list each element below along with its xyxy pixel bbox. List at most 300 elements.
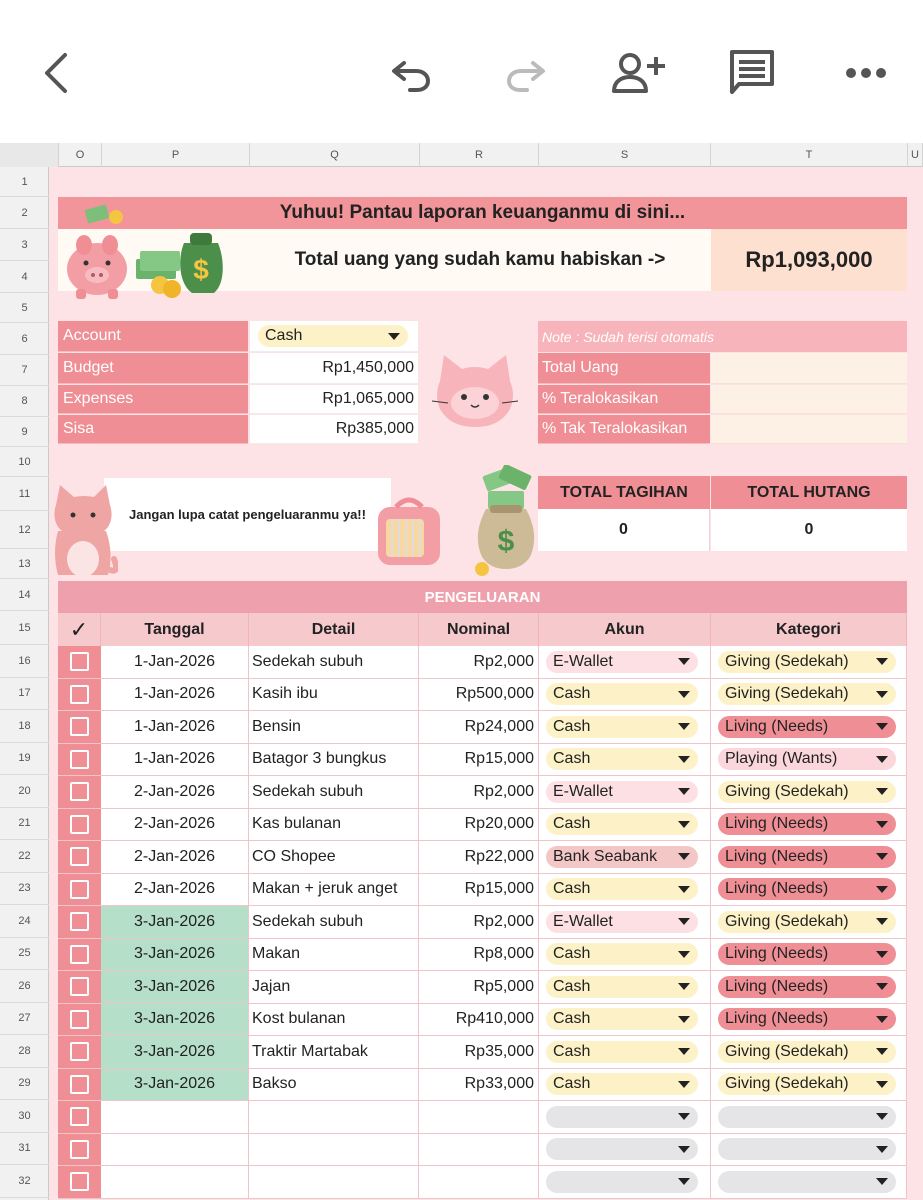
akun-header: Akun: [539, 613, 711, 646]
kategori-dropdown[interactable]: [718, 1138, 896, 1160]
kategori-cell[interactable]: [711, 1101, 907, 1134]
akun-value: Bank Seabank: [553, 847, 658, 865]
total-tagihan-value[interactable]: 0: [538, 509, 710, 551]
back-icon: [37, 51, 77, 95]
kategori-value: Playing (Wants): [725, 750, 838, 768]
nominal-header: Nominal: [419, 613, 539, 646]
table-row: [58, 646, 907, 679]
chevron-down-icon: [876, 1048, 888, 1055]
row-header[interactable]: 3: [0, 229, 49, 261]
tanggal-cell[interactable]: 3-Jan-2026: [101, 971, 249, 1004]
teralokasikan-label: % Teralokasikan: [538, 385, 710, 414]
row-checkbox-cell[interactable]: [58, 874, 101, 907]
table-row: [58, 971, 907, 1004]
table-row: [58, 776, 907, 809]
budget-label: Budget: [58, 353, 248, 384]
row-checkbox-cell[interactable]: [58, 776, 101, 809]
akun-dropdown[interactable]: [546, 846, 698, 868]
row-header[interactable]: 31: [0, 1133, 49, 1166]
row-checkbox[interactable]: [70, 912, 89, 931]
detail-cell[interactable]: Batagor 3 bungkus: [249, 744, 419, 777]
chevron-down-icon: [678, 1146, 690, 1153]
row-header[interactable]: 14: [0, 579, 49, 611]
detail-cell[interactable]: Jajan: [249, 971, 419, 1004]
kategori-dropdown[interactable]: [718, 1073, 896, 1095]
akun-cell[interactable]: [539, 1166, 711, 1199]
akun-cell[interactable]: [539, 841, 711, 874]
teralokasikan-value[interactable]: [711, 385, 907, 414]
row-checkbox[interactable]: [70, 685, 89, 704]
kategori-cell[interactable]: [711, 1134, 907, 1167]
kategori-cell[interactable]: [711, 809, 907, 842]
detail-cell[interactable]: Kost bulanan: [249, 1004, 419, 1037]
row-header[interactable]: 25: [0, 938, 49, 971]
kategori-dropdown[interactable]: [718, 748, 896, 770]
table-row: [58, 906, 907, 939]
kategori-cell[interactable]: [711, 711, 907, 744]
column-header[interactable]: T: [711, 143, 908, 167]
redo-button[interactable]: [495, 45, 555, 101]
row-header[interactable]: 2: [0, 197, 49, 229]
tanggal-cell[interactable]: [101, 1166, 249, 1199]
total-hutang-label: TOTAL HUTANG: [711, 476, 907, 509]
kategori-header: Kategori: [711, 613, 907, 646]
account-select-cell[interactable]: [250, 321, 418, 352]
kategori-cell[interactable]: [711, 679, 907, 712]
comment-button[interactable]: [722, 45, 782, 101]
nominal-cell[interactable]: Rp33,000: [419, 1069, 539, 1102]
akun-value: Cash: [553, 717, 591, 735]
banner-title: Yuhuu! Pantau laporan keuanganmu di sini...: [58, 197, 907, 229]
akun-cell[interactable]: [539, 1004, 711, 1037]
table-row: [58, 939, 907, 972]
row-checkbox-cell[interactable]: [58, 1036, 101, 1069]
nominal-cell[interactable]: Rp500,000: [419, 679, 539, 712]
detail-cell[interactable]: Makan + jeruk anget: [249, 874, 419, 907]
row-checkbox[interactable]: [70, 815, 89, 834]
akun-dropdown[interactable]: [546, 1008, 698, 1030]
table-row: [58, 809, 907, 842]
account-select-value: Cash: [265, 327, 303, 344]
table-row: [58, 841, 907, 874]
nominal-cell[interactable]: Rp15,000: [419, 744, 539, 777]
kategori-dropdown[interactable]: [718, 976, 896, 998]
total-spent-label: Total uang yang sudah kamu habiskan ->: [294, 249, 666, 270]
share-button[interactable]: [608, 45, 668, 101]
akun-dropdown[interactable]: [546, 781, 698, 803]
kategori-dropdown[interactable]: [718, 1041, 896, 1063]
kategori-cell[interactable]: [711, 646, 907, 679]
row-header[interactable]: 5: [0, 293, 49, 323]
kategori-cell[interactable]: [711, 841, 907, 874]
row-header[interactable]: 20: [0, 775, 49, 808]
spreadsheet-grid: [0, 143, 923, 1200]
detail-cell[interactable]: Sedekah subuh: [249, 776, 419, 809]
chevron-down-icon: [678, 1081, 690, 1088]
akun-dropdown[interactable]: [546, 943, 698, 965]
column-header[interactable]: S: [539, 143, 711, 167]
row-header[interactable]: 19: [0, 743, 49, 776]
pengeluaran-title: PENGELUARAN: [58, 581, 907, 613]
detail-cell[interactable]: Kas bulanan: [249, 809, 419, 842]
table-row: [58, 1004, 907, 1037]
select-all-corner[interactable]: [0, 143, 59, 167]
akun-dropdown[interactable]: [546, 683, 698, 705]
tanggal-cell[interactable]: 3-Jan-2026: [101, 1069, 249, 1102]
tanggal-cell[interactable]: 1-Jan-2026: [101, 744, 249, 777]
row-header[interactable]: 30: [0, 1100, 49, 1133]
akun-cell[interactable]: [539, 939, 711, 972]
row-header[interactable]: 7: [0, 355, 49, 386]
row-checkbox-cell[interactable]: [58, 1166, 101, 1199]
chevron-down-icon: [678, 691, 690, 698]
akun-cell[interactable]: [539, 971, 711, 1004]
table-row: [58, 1036, 907, 1069]
chevron-down-icon: [678, 788, 690, 795]
kategori-dropdown[interactable]: [718, 683, 896, 705]
row-header[interactable]: 29: [0, 1068, 49, 1101]
akun-dropdown[interactable]: [546, 1106, 698, 1128]
akun-value: Cash: [553, 685, 591, 703]
tanggal-cell[interactable]: 1-Jan-2026: [101, 711, 249, 744]
column-header[interactable]: U: [908, 143, 923, 167]
row-checkbox[interactable]: [70, 977, 89, 996]
tanggal-cell[interactable]: 1-Jan-2026: [101, 679, 249, 712]
akun-value: Cash: [553, 750, 591, 768]
table-row: [58, 1134, 907, 1167]
kategori-value: Living (Needs): [725, 717, 829, 735]
column-header[interactable]: O: [59, 143, 102, 167]
nominal-cell[interactable]: Rp15,000: [419, 874, 539, 907]
akun-cell[interactable]: [539, 906, 711, 939]
column-header[interactable]: P: [102, 143, 250, 167]
row-header[interactable]: 1: [0, 167, 49, 197]
chevron-down-icon: [876, 1081, 888, 1088]
kategori-cell[interactable]: [711, 1004, 907, 1037]
chevron-down-icon: [876, 1178, 888, 1185]
akun-cell[interactable]: [539, 1101, 711, 1134]
nominal-cell[interactable]: Rp2,000: [419, 906, 539, 939]
chevron-down-icon: [678, 658, 690, 665]
row-checkbox[interactable]: [70, 1075, 89, 1094]
akun-dropdown[interactable]: [546, 748, 698, 770]
tanggal-cell[interactable]: 2-Jan-2026: [101, 776, 249, 809]
note-banner: Note : Sudah terisi otomatis: [538, 321, 907, 352]
row-checkbox[interactable]: [70, 1010, 89, 1029]
row-header[interactable]: 4: [0, 261, 49, 293]
chevron-down-icon: [678, 853, 690, 860]
nominal-cell[interactable]: Rp2,000: [419, 776, 539, 809]
back-button[interactable]: [27, 45, 87, 101]
chevron-down-icon: [876, 821, 888, 828]
row-header[interactable]: 15: [0, 611, 49, 645]
row-header[interactable]: 11: [0, 477, 49, 511]
kategori-cell[interactable]: [711, 1036, 907, 1069]
row-checkbox-cell[interactable]: [58, 809, 101, 842]
row-header[interactable]: 16: [0, 645, 49, 678]
nominal-cell[interactable]: Rp8,000: [419, 939, 539, 972]
akun-cell[interactable]: [539, 1134, 711, 1167]
kategori-value: Living (Needs): [725, 847, 829, 865]
row-header[interactable]: 18: [0, 710, 49, 743]
column-header[interactable]: Q: [250, 143, 420, 167]
piggy-bank-icon: [64, 205, 134, 301]
kategori-dropdown[interactable]: [718, 781, 896, 803]
detail-cell[interactable]: Sedekah subuh: [249, 646, 419, 679]
kategori-dropdown[interactable]: [718, 813, 896, 835]
akun-dropdown[interactable]: [546, 1041, 698, 1063]
tanggal-cell[interactable]: 3-Jan-2026: [101, 1036, 249, 1069]
table-row: [58, 744, 907, 777]
akun-value: E-Wallet: [553, 782, 613, 800]
row-checkbox[interactable]: [70, 1107, 89, 1126]
money-bag-icon: [134, 223, 226, 301]
detail-cell[interactable]: Bensin: [249, 711, 419, 744]
money-sack-icon: [470, 465, 542, 577]
comment-icon: [727, 48, 777, 98]
akun-value: E-Wallet: [553, 652, 613, 670]
row-header-bar: [0, 167, 49, 1200]
row-header[interactable]: 28: [0, 1035, 49, 1068]
kategori-value: Giving (Sedekah): [725, 912, 849, 930]
sisa-label: Sisa: [58, 415, 248, 444]
detail-header: Detail: [249, 613, 419, 646]
total-uang-value[interactable]: [711, 353, 907, 384]
detail-cell[interactable]: [249, 1101, 419, 1134]
column-header-bar: [0, 143, 923, 167]
kategori-dropdown[interactable]: [718, 943, 896, 965]
sitting-cat-icon: [48, 483, 118, 581]
akun-cell[interactable]: [539, 1069, 711, 1102]
kategori-dropdown[interactable]: [718, 1008, 896, 1030]
row-header[interactable]: 27: [0, 1003, 49, 1036]
chevron-down-icon: [876, 1016, 888, 1023]
tanggal-cell[interactable]: 2-Jan-2026: [101, 841, 249, 874]
detail-cell[interactable]: Bakso: [249, 1069, 419, 1102]
row-checkbox[interactable]: [70, 1042, 89, 1061]
row-header[interactable]: 24: [0, 905, 49, 938]
table-row: [58, 679, 907, 712]
kategori-value: Giving (Sedekah): [725, 685, 849, 703]
row-header[interactable]: 21: [0, 808, 49, 841]
add-person-icon: [610, 51, 666, 95]
akun-dropdown[interactable]: [546, 1138, 698, 1160]
row-checkbox[interactable]: [70, 782, 89, 801]
row-checkbox-cell[interactable]: [58, 711, 101, 744]
kategori-cell[interactable]: [711, 1166, 907, 1199]
row-checkbox-cell[interactable]: [58, 1069, 101, 1102]
akun-cell[interactable]: [539, 711, 711, 744]
detail-cell[interactable]: [249, 1166, 419, 1199]
table-row: [58, 1101, 907, 1134]
akun-dropdown[interactable]: [546, 878, 698, 900]
row-checkbox-cell[interactable]: [58, 971, 101, 1004]
nominal-cell[interactable]: Rp22,000: [419, 841, 539, 874]
nominal-cell[interactable]: [419, 1166, 539, 1199]
row-checkbox-cell[interactable]: [58, 679, 101, 712]
row-checkbox-cell[interactable]: [58, 1101, 101, 1134]
akun-value: Cash: [553, 815, 591, 833]
row-header[interactable]: 22: [0, 840, 49, 873]
kategori-dropdown[interactable]: [718, 911, 896, 933]
total-spent-value[interactable]: Rp1,093,000: [711, 229, 907, 291]
cat-face-icon: [430, 351, 520, 431]
tanggal-cell[interactable]: 1-Jan-2026: [101, 646, 249, 679]
akun-dropdown[interactable]: [546, 1171, 698, 1193]
kategori-value: Living (Needs): [725, 880, 829, 898]
row-checkbox-cell[interactable]: [58, 1004, 101, 1037]
chevron-down-icon: [876, 691, 888, 698]
detail-cell[interactable]: CO Shopee: [249, 841, 419, 874]
row-header[interactable]: 26: [0, 970, 49, 1003]
nominal-cell[interactable]: [419, 1134, 539, 1167]
akun-value: E-Wallet: [553, 912, 613, 930]
tanggal-header: Tanggal: [101, 613, 249, 646]
akun-cell[interactable]: [539, 679, 711, 712]
tanggal-cell[interactable]: [101, 1101, 249, 1134]
chevron-down-icon: [678, 983, 690, 990]
nominal-cell[interactable]: Rp410,000: [419, 1004, 539, 1037]
tanggal-cell[interactable]: 3-Jan-2026: [101, 906, 249, 939]
kategori-dropdown[interactable]: [718, 846, 896, 868]
akun-dropdown[interactable]: [546, 911, 698, 933]
tanggal-cell[interactable]: 2-Jan-2026: [101, 809, 249, 842]
detail-cell[interactable]: [249, 1134, 419, 1167]
expenses-value[interactable]: Rp1,065,000: [250, 385, 418, 414]
kategori-value: Living (Needs): [725, 977, 829, 995]
row-header[interactable]: 6: [0, 323, 49, 355]
more-button[interactable]: [836, 45, 896, 101]
tak-teralokasikan-label: % Tak Teralokasikan: [538, 415, 710, 444]
tak-teralokasikan-value[interactable]: [711, 415, 907, 444]
akun-cell[interactable]: [539, 646, 711, 679]
total-tagihan-label: TOTAL TAGIHAN: [538, 476, 710, 509]
kategori-cell[interactable]: [711, 874, 907, 907]
chevron-down-icon: [678, 756, 690, 763]
akun-cell[interactable]: [539, 1036, 711, 1069]
row-checkbox-cell[interactable]: [58, 1134, 101, 1167]
kategori-dropdown[interactable]: [718, 651, 896, 673]
row-checkbox[interactable]: [70, 945, 89, 964]
kategori-dropdown[interactable]: [718, 716, 896, 738]
kategori-value: Giving (Sedekah): [725, 1042, 849, 1060]
kategori-cell[interactable]: [711, 971, 907, 1004]
row-header[interactable]: 10: [0, 447, 49, 477]
nominal-cell[interactable]: Rp24,000: [419, 711, 539, 744]
row-header[interactable]: 12: [0, 511, 49, 549]
akun-value: Cash: [553, 977, 591, 995]
redo-icon: [503, 53, 547, 93]
akun-dropdown[interactable]: [546, 651, 698, 673]
row-checkbox-cell[interactable]: [58, 744, 101, 777]
sisa-value[interactable]: Rp385,000: [250, 415, 418, 444]
tanggal-cell[interactable]: 2-Jan-2026: [101, 874, 249, 907]
detail-cell[interactable]: Kasih ibu: [249, 679, 419, 712]
expenses-label: Expenses: [58, 385, 248, 414]
chevron-down-icon: [876, 756, 888, 763]
detail-cell[interactable]: Makan: [249, 939, 419, 972]
akun-dropdown[interactable]: [546, 813, 698, 835]
akun-dropdown[interactable]: [546, 976, 698, 998]
detail-cell[interactable]: Traktir Martabak: [249, 1036, 419, 1069]
chevron-down-icon: [876, 983, 888, 990]
row-header[interactable]: 13: [0, 549, 49, 579]
row-checkbox-cell[interactable]: [58, 646, 101, 679]
chevron-down-icon: [388, 333, 400, 340]
column-header[interactable]: R: [420, 143, 539, 167]
row-checkbox[interactable]: [70, 652, 89, 671]
kategori-dropdown[interactable]: [718, 878, 896, 900]
chevron-down-icon: [876, 658, 888, 665]
kategori-cell[interactable]: [711, 906, 907, 939]
chevron-down-icon: [678, 1113, 690, 1120]
kategori-value: Giving (Sedekah): [725, 782, 849, 800]
undo-button[interactable]: [382, 45, 442, 101]
nominal-cell[interactable]: Rp5,000: [419, 971, 539, 1004]
tanggal-cell[interactable]: 3-Jan-2026: [101, 939, 249, 972]
reminder-text: Jangan lupa catat pengeluaranmu ya!!: [104, 478, 391, 551]
kategori-dropdown[interactable]: [718, 1171, 896, 1193]
akun-cell[interactable]: [539, 809, 711, 842]
akun-cell[interactable]: [539, 874, 711, 907]
app-toolbar: [0, 0, 923, 143]
kategori-cell[interactable]: [711, 1069, 907, 1102]
row-header[interactable]: 8: [0, 386, 49, 417]
tanggal-cell[interactable]: 3-Jan-2026: [101, 1004, 249, 1037]
chevron-down-icon: [678, 723, 690, 730]
tanggal-cell[interactable]: [101, 1134, 249, 1167]
row-checkbox[interactable]: [70, 1140, 89, 1159]
account-label: Account: [58, 321, 248, 352]
budget-value[interactable]: Rp1,450,000: [250, 353, 418, 384]
row-checkbox[interactable]: [70, 847, 89, 866]
akun-cell[interactable]: [539, 776, 711, 809]
account-select[interactable]: [258, 325, 408, 347]
row-checkbox-cell[interactable]: [58, 939, 101, 972]
row-checkbox[interactable]: [70, 717, 89, 736]
row-checkbox[interactable]: [70, 750, 89, 769]
total-hutang-value[interactable]: 0: [711, 509, 907, 551]
akun-dropdown[interactable]: [546, 716, 698, 738]
row-header[interactable]: 9: [0, 417, 49, 447]
nominal-cell[interactable]: Rp2,000: [419, 646, 539, 679]
detail-cell[interactable]: Sedekah subuh: [249, 906, 419, 939]
svg-text:$: $: [193, 254, 209, 285]
chevron-down-icon: [678, 1048, 690, 1055]
more-icon: [844, 66, 888, 80]
row-checkbox-cell[interactable]: [58, 906, 101, 939]
chevron-down-icon: [876, 788, 888, 795]
akun-dropdown[interactable]: [546, 1073, 698, 1095]
row-checkbox[interactable]: [70, 1172, 89, 1191]
nominal-cell[interactable]: Rp20,000: [419, 809, 539, 842]
kategori-cell[interactable]: [711, 744, 907, 777]
akun-value: Cash: [553, 1010, 591, 1028]
nominal-cell[interactable]: [419, 1101, 539, 1134]
row-header[interactable]: 23: [0, 873, 49, 906]
kategori-value: Giving (Sedekah): [725, 1075, 849, 1093]
kategori-cell[interactable]: [711, 939, 907, 972]
akun-value: Cash: [553, 1042, 591, 1060]
nominal-cell[interactable]: Rp35,000: [419, 1036, 539, 1069]
row-header[interactable]: 32: [0, 1165, 49, 1198]
row-checkbox-cell[interactable]: [58, 841, 101, 874]
row-checkbox[interactable]: [70, 880, 89, 899]
kategori-cell[interactable]: [711, 776, 907, 809]
kategori-dropdown[interactable]: [718, 1106, 896, 1128]
akun-cell[interactable]: [539, 744, 711, 777]
row-header[interactable]: 17: [0, 678, 49, 711]
